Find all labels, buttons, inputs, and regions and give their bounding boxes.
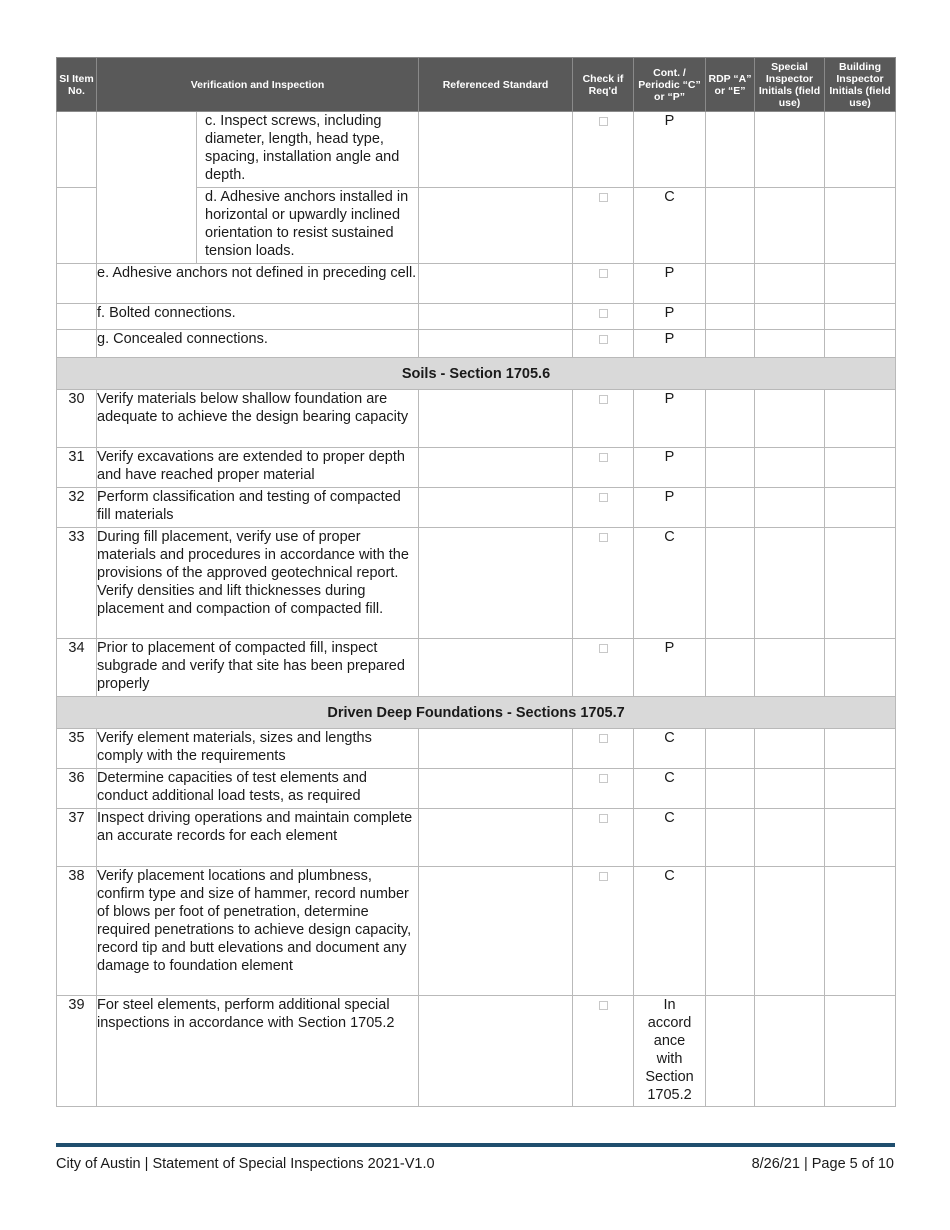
table-row — [57, 996, 896, 1107]
verification-text: Prior to placement of compacted fill, inspect subgrade and verify that site has been prepared properly — [97, 639, 419, 697]
special-initials-field[interactable] — [755, 448, 825, 488]
item-no-cell — [57, 188, 97, 264]
frequency-value: C — [634, 729, 706, 769]
required-checkbox[interactable] — [599, 814, 608, 823]
frequency-value: P — [634, 112, 706, 188]
building-initials-field[interactable] — [825, 304, 896, 330]
frequency-value: P — [634, 264, 706, 304]
special-initials-field[interactable] — [755, 996, 825, 1107]
item-no: 32 — [57, 488, 97, 528]
special-initials-field[interactable] — [755, 769, 825, 809]
special-initials-field[interactable] — [755, 330, 825, 358]
required-checkbox[interactable] — [599, 453, 608, 462]
frequency-value: P — [634, 488, 706, 528]
building-initials-field[interactable] — [825, 390, 896, 448]
special-initials-field[interactable] — [755, 488, 825, 528]
special-initials-field[interactable] — [755, 867, 825, 996]
item-no: 33 — [57, 528, 97, 639]
table-row — [57, 448, 896, 488]
table-row — [57, 264, 896, 304]
table-row — [57, 304, 896, 330]
frequency-value: P — [634, 448, 706, 488]
building-initials-field[interactable] — [825, 867, 896, 996]
frequency-value: C — [634, 867, 706, 996]
table-header-row — [57, 58, 896, 112]
frequency-value: C — [634, 528, 706, 639]
required-checkbox[interactable] — [599, 395, 608, 404]
verification-text: Verify excavations are extended to proper depth and have reached proper material — [97, 448, 419, 488]
building-initials-field[interactable] — [825, 809, 896, 867]
item-no: 31 — [57, 448, 97, 488]
section-header-soils — [57, 358, 896, 390]
building-initials-field[interactable] — [825, 639, 896, 697]
required-checkbox[interactable] — [599, 734, 608, 743]
item-no: 36 — [57, 769, 97, 809]
building-initials-field[interactable] — [825, 528, 896, 639]
table-row — [57, 769, 896, 809]
table-row — [57, 639, 896, 697]
frequency-value: P — [634, 330, 706, 358]
footer-document-title: City of Austin | Statement of Special Inspections 2021-V1.0 — [56, 1156, 435, 1172]
frequency-value: C — [634, 809, 706, 867]
special-initials-field[interactable] — [755, 188, 825, 264]
verification-text: c. Inspect screws, including diameter, length, head type, spacing, installation angle and depth. — [197, 112, 419, 188]
indent-cell — [97, 112, 197, 264]
table-row — [57, 390, 896, 448]
building-initials-field[interactable] — [825, 996, 896, 1107]
header-verification: Verification and Inspection — [97, 58, 419, 112]
required-checkbox[interactable] — [599, 335, 608, 344]
required-checkbox[interactable] — [599, 644, 608, 653]
required-checkbox[interactable] — [599, 493, 608, 502]
building-initials-field[interactable] — [825, 769, 896, 809]
verification-text: Perform classification and testing of compacted fill materials — [97, 488, 419, 528]
frequency-value: P — [634, 639, 706, 697]
required-checkbox[interactable] — [599, 193, 608, 202]
building-initials-field[interactable] — [825, 488, 896, 528]
header-rdp: RDP “A” or “E” — [706, 58, 755, 112]
verification-text: d. Adhesive anchors installed in horizontal or upwardly inclined orientation to resist sustained tension loads. — [197, 188, 419, 264]
item-no: 30 — [57, 390, 97, 448]
header-item-no: SI Item No. — [57, 58, 97, 112]
building-initials-field[interactable] — [825, 729, 896, 769]
special-initials-field[interactable] — [755, 809, 825, 867]
header-building-initials: Building Inspector Initials (field use) — [825, 58, 896, 112]
building-initials-field[interactable] — [825, 264, 896, 304]
special-initials-field[interactable] — [755, 264, 825, 304]
special-initials-field[interactable] — [755, 528, 825, 639]
section-header-driven-deep-foundations — [57, 697, 896, 729]
verification-text: e. Adhesive anchors not defined in preceding cell. — [97, 264, 419, 304]
required-checkbox[interactable] — [599, 269, 608, 278]
frequency-value: P — [634, 304, 706, 330]
section-title: Soils - Section 1705.6 — [57, 358, 896, 390]
required-checkbox[interactable] — [599, 774, 608, 783]
required-checkbox[interactable] — [599, 117, 608, 126]
building-initials-field[interactable] — [825, 448, 896, 488]
header-standard: Referenced Standard — [419, 58, 573, 112]
building-initials-field[interactable] — [825, 330, 896, 358]
verification-text: g. Concealed connections. — [97, 330, 419, 358]
frequency-value: C — [634, 769, 706, 809]
table-row — [57, 488, 896, 528]
table-row — [57, 112, 896, 188]
verification-text: f. Bolted connections. — [97, 304, 419, 330]
frequency-value: P — [634, 390, 706, 448]
header-check: Check if Req'd — [573, 58, 634, 112]
special-initials-field[interactable] — [755, 112, 825, 188]
verification-text: Inspect driving operations and maintain complete an accurate records for each element — [97, 809, 419, 867]
verification-text: For steel elements, perform additional special inspections in accordance with Section 1705.2 — [97, 996, 419, 1107]
section-title: Driven Deep Foundations - Sections 1705.7 — [57, 697, 896, 729]
table-row — [57, 528, 896, 639]
table-row — [57, 809, 896, 867]
table-row — [57, 330, 896, 358]
building-initials-field[interactable] — [825, 112, 896, 188]
verification-text: During fill placement, verify use of proper materials and procedures in accordance with the provisions of the approved geotechnical report. Verify densities and lift thicknesses during placement and compaction of compacted fill. — [97, 528, 419, 639]
special-initials-field[interactable] — [755, 729, 825, 769]
special-initials-field[interactable] — [755, 390, 825, 448]
special-inspections-table — [56, 57, 896, 1107]
required-checkbox[interactable] — [599, 309, 608, 318]
item-no: 35 — [57, 729, 97, 769]
item-no: 34 — [57, 639, 97, 697]
header-frequency: Cont. / Periodic “C” or “P” — [634, 58, 706, 112]
verification-text: Verify placement locations and plumbness, confirm type and size of hammer, record number of blows per foot of penetration, determine required penetrations to achieve design capacity, record tip and butt elevations and document any damage to foundation element — [97, 867, 419, 996]
required-checkbox[interactable] — [599, 1001, 608, 1010]
verification-text: Verify materials below shallow foundation are adequate to achieve the design bearing capacity — [97, 390, 419, 448]
special-initials-field[interactable] — [755, 304, 825, 330]
footer-rule — [56, 1143, 895, 1147]
item-no: 39 — [57, 996, 97, 1107]
item-no: 38 — [57, 867, 97, 996]
required-checkbox[interactable] — [599, 872, 608, 881]
verification-text: Determine capacities of test elements and conduct additional load tests, as required — [97, 769, 419, 809]
building-initials-field[interactable] — [825, 188, 896, 264]
verification-text: Verify element materials, sizes and lengths comply with the requirements — [97, 729, 419, 769]
header-special-initials: Special Inspector Initials (field use) — [755, 58, 825, 112]
footer-page-number: 8/26/21 | Page 5 of 10 — [751, 1156, 894, 1172]
table-row — [57, 729, 896, 769]
item-no-cell — [57, 112, 97, 188]
required-checkbox[interactable] — [599, 533, 608, 542]
frequency-value: In accord ance with Section 1705.2 — [634, 996, 706, 1107]
table-row — [57, 867, 896, 996]
frequency-value: C — [634, 188, 706, 264]
item-no: 37 — [57, 809, 97, 867]
special-initials-field[interactable] — [755, 639, 825, 697]
